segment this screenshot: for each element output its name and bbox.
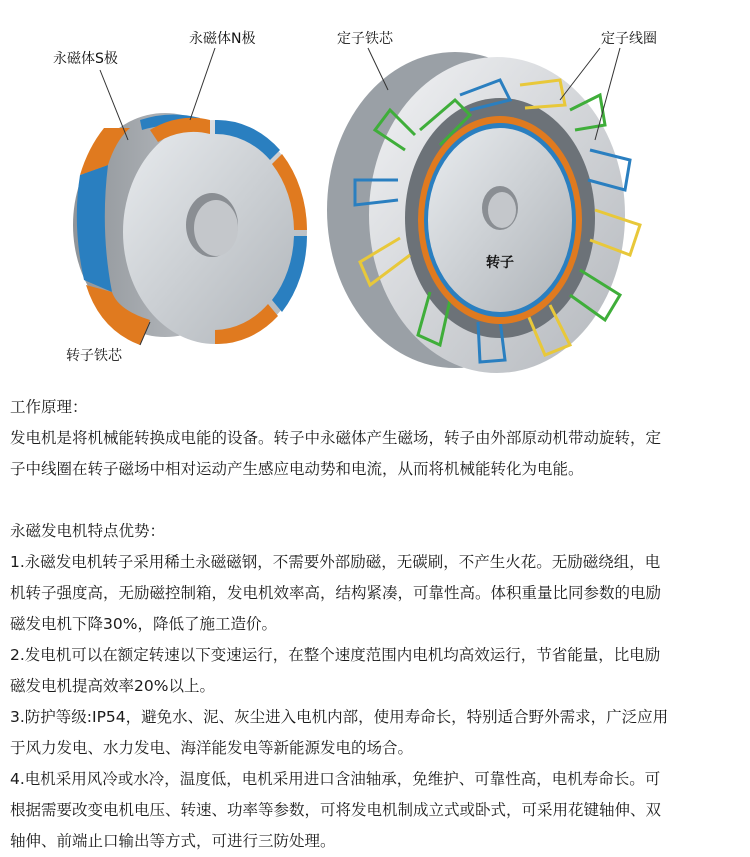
label-stator-core: 定子铁芯: [337, 31, 393, 47]
stator-assembly: [327, 48, 640, 373]
advantages-line: 1.永磁发电机转子采用稀土永磁磁钢，不需要外部励磁，无碳刷，不产生火花。无励磁绕组，电: [10, 553, 661, 571]
advantages-line: 4.电机采用风冷或水冷，温度低，电机采用进口含油轴承，免维护、可靠性高，电机寿命长。可: [10, 770, 661, 788]
advantages-heading: 永磁发电机特点优势：: [10, 522, 166, 540]
motor-diagram: [0, 0, 750, 385]
label-rotor-core: 转子铁芯: [66, 348, 122, 364]
description-text: [10, 392, 742, 857]
advantages-line: 轴伸、前端止口输出等方式，可进行三防处理。: [10, 832, 336, 850]
rotor-standalone: [73, 48, 307, 345]
label-magnet-s: 永磁体S极: [53, 51, 118, 67]
advantages-line: 于风力发电、水力发电、海洋能发电等新能源发电的场合。: [10, 739, 414, 757]
label-rotor: 转子: [486, 255, 514, 271]
advantages-line: 机转子强度高，无励磁控制箱，发电机效率高，结构紧凑，可靠性高。体积重量比同参数的电励: [10, 584, 662, 602]
advantages-line: 磁发电机下降30%，降低了施工造价。: [10, 615, 277, 633]
label-stator-coil: 定子线圈: [601, 31, 657, 47]
principle-heading: 工作原理：: [10, 398, 88, 416]
principle-line: 发电机是将机械能转换成电能的设备。转子中永磁体产生磁场，转子由外部原动机带动旋转，定: [10, 429, 662, 447]
advantages-line: 3.防护等级:IP54，避免水、泥、灰尘进入电机内部，使用寿命长，特别适合野外需求，广泛应用: [10, 708, 669, 726]
advantages-line: 根据需要改变电机电压、转速、功率等参数，可将发电机制成立式或卧式，可采用花键轴伸、双: [10, 801, 662, 819]
advantages-line: 2.发电机可以在额定转速以下变速运行，在整个速度范围内电机均高效运行，节省能量，比电励: [10, 646, 661, 664]
principle-line: 子中线圈在转子磁场中相对运动产生感应电动势和电流，从而将机械能转化为电能。: [10, 460, 584, 478]
label-magnet-n: 永磁体N极: [189, 31, 256, 47]
advantages-line: 磁发电机提高效率20%以上。: [10, 677, 215, 695]
